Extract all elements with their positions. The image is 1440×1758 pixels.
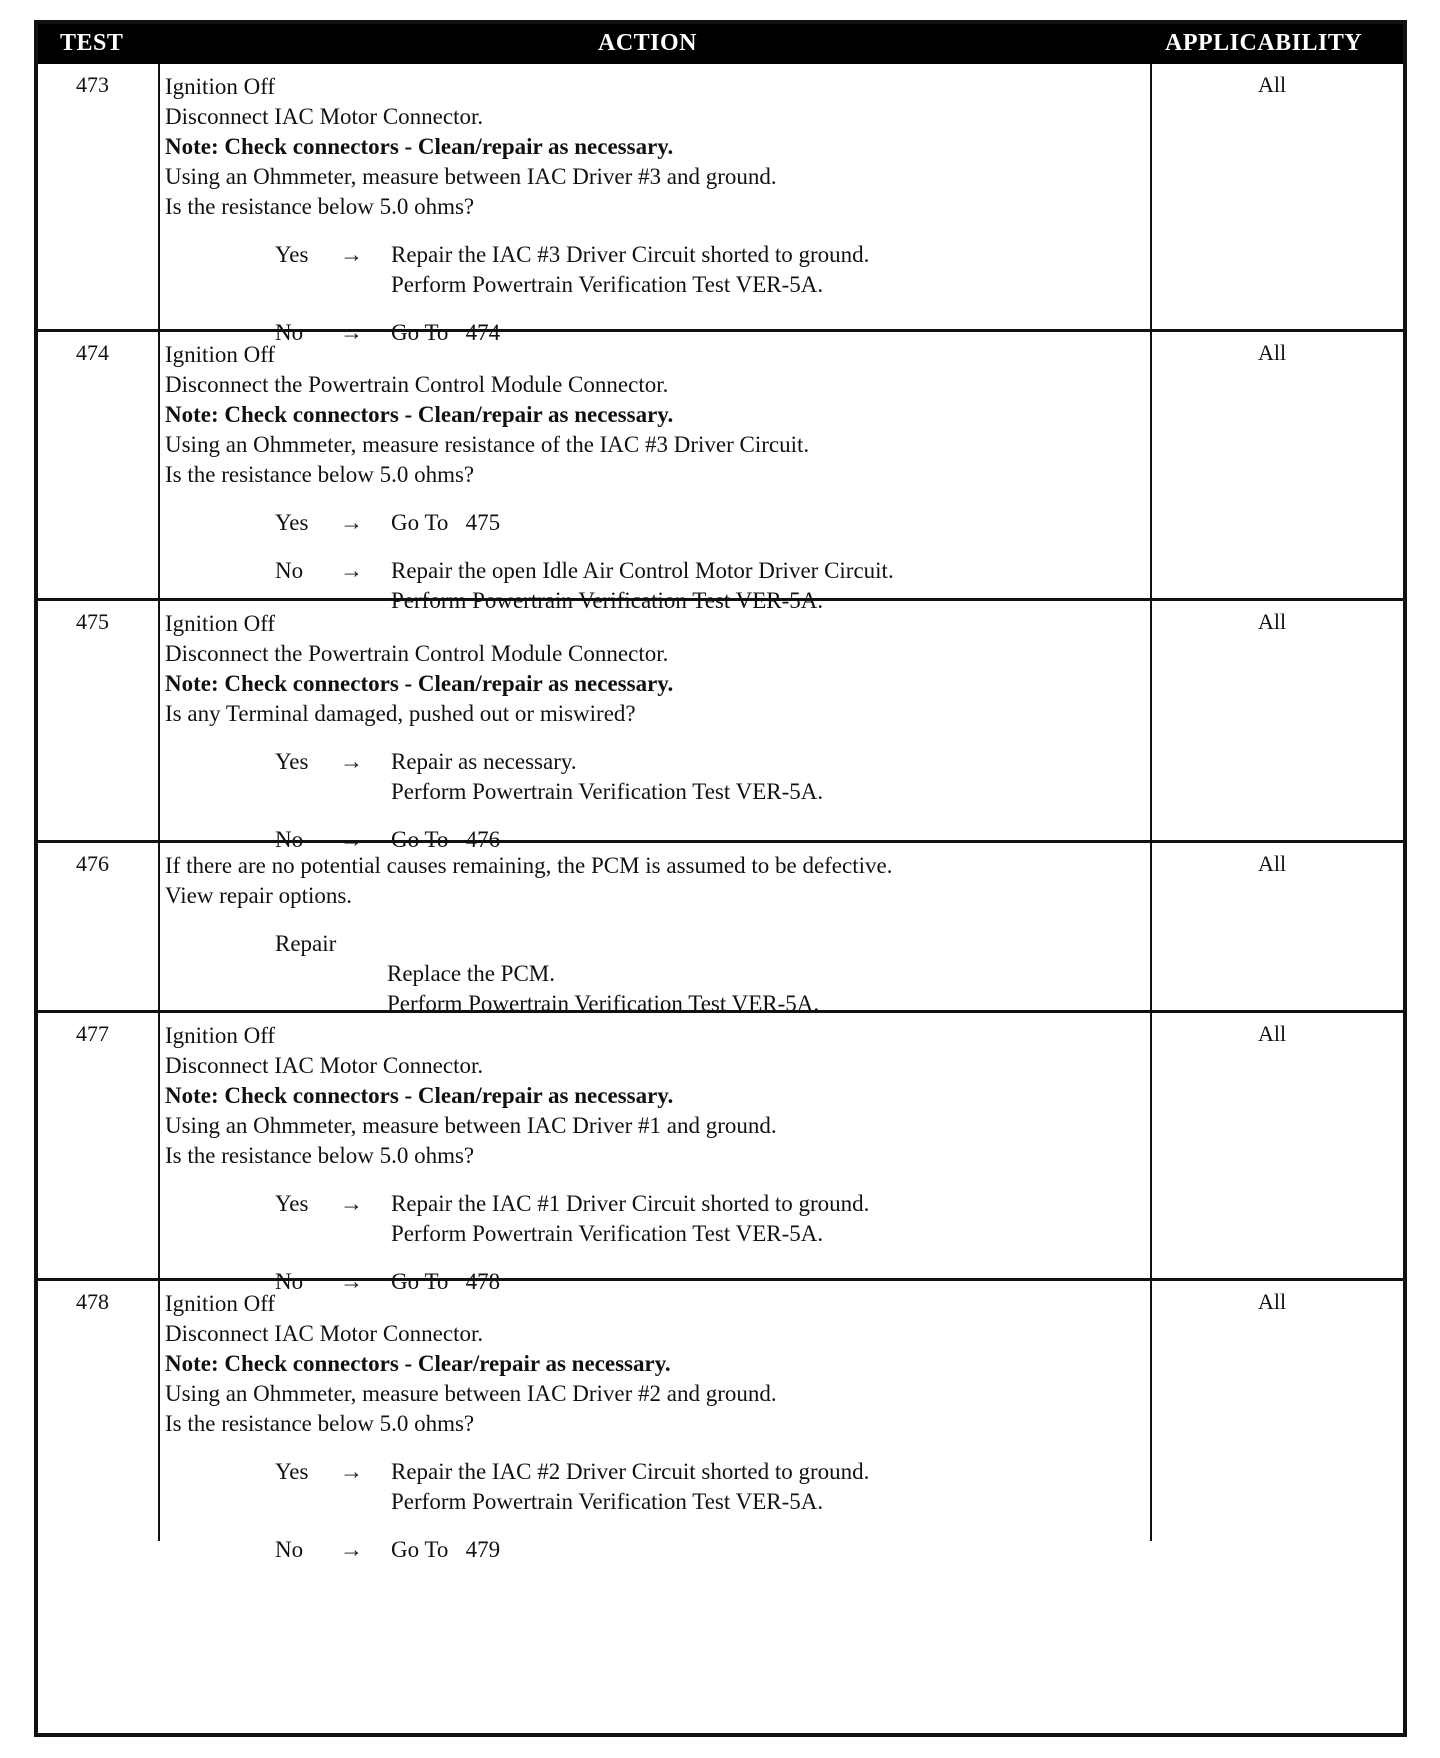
- yes-result: [391, 1189, 1140, 1249]
- arrow-icon: →: [340, 749, 363, 774]
- yes-result: [391, 240, 1140, 300]
- action-line: Disconnect IAC Motor Connector.: [165, 1321, 484, 1346]
- test-number: 477: [76, 1021, 109, 1046]
- applicability-value: All: [1258, 851, 1287, 876]
- yes-branch: [165, 1189, 1140, 1249]
- action-line: Ignition Off: [165, 1291, 276, 1316]
- yes-label: Yes: [275, 1459, 309, 1484]
- note-line: Note: Check connectors - Clear/repair as necessary.: [165, 1351, 671, 1376]
- test-number: 473: [76, 72, 109, 97]
- no-result: [391, 1535, 1140, 1565]
- result-line: Perform Powertrain Verification Test VER-5A.: [391, 779, 824, 804]
- no-branch: [165, 1535, 1140, 1565]
- action-line: Is the resistance below 5.0 ohms?: [165, 462, 475, 487]
- yes-branch: [165, 1457, 1140, 1517]
- yes-label: Yes: [275, 1191, 309, 1216]
- result-line: Repair the IAC #1 Driver Circuit shorted to ground.: [391, 1191, 870, 1216]
- action-line: Using an Ohmmeter, measure resistance of the IAC #3 Driver Circuit.: [165, 432, 810, 457]
- column-divider: [1150, 332, 1152, 598]
- test-number: 475: [76, 609, 109, 634]
- column-divider: [158, 1013, 160, 1278]
- arrow-icon: →: [340, 320, 363, 345]
- table-header: [38, 24, 1403, 64]
- arrow-icon: →: [340, 1537, 363, 1562]
- result-line: Perform Powertrain Verification Test VER-5A.: [391, 272, 824, 297]
- applicability-value: All: [1258, 340, 1287, 365]
- action-line: Using an Ohmmeter, measure between IAC Driver #1 and ground.: [165, 1113, 777, 1138]
- arrow-icon: →: [340, 558, 363, 583]
- result-line: Go To 479: [391, 1537, 501, 1562]
- column-divider: [158, 332, 160, 598]
- action-line: If there are no potential causes remaining, the PCM is assumed to be defective.: [165, 853, 893, 878]
- action-line: Ignition Off: [165, 74, 276, 99]
- action-line: Ignition Off: [165, 1023, 276, 1048]
- action-line: Is the resistance below 5.0 ohms?: [165, 1411, 475, 1436]
- action-line: Disconnect IAC Motor Connector.: [165, 1053, 484, 1078]
- yes-branch: [165, 240, 1140, 300]
- column-divider: [1150, 601, 1152, 840]
- yes-label: Yes: [275, 749, 309, 774]
- action-cell: [165, 72, 1140, 348]
- note-line: Note: Check connectors - Clean/repair as necessary.: [165, 402, 674, 427]
- yes-result: [391, 1457, 1140, 1517]
- column-divider: [158, 601, 160, 840]
- arrow-icon: →: [340, 242, 363, 267]
- result-line: Perform Powertrain Verification Test VER-5A.: [391, 1489, 824, 1514]
- result-line: Repair the IAC #2 Driver Circuit shorted to ground.: [391, 1459, 870, 1484]
- yes-label: Yes: [275, 510, 309, 535]
- yes-label: Yes: [275, 242, 309, 267]
- arrow-icon: →: [340, 1459, 363, 1484]
- result-line: Perform Powertrain Verification Test VER-5A.: [391, 1221, 824, 1246]
- action-line: Disconnect the Powertrain Control Module Connector.: [165, 372, 669, 397]
- result-line: Replace the PCM.: [387, 961, 555, 986]
- column-divider: [158, 64, 160, 329]
- applicability-value: All: [1258, 72, 1287, 97]
- header-applicability: APPLICABILITY: [1165, 30, 1363, 56]
- action-line: Disconnect the Powertrain Control Module Connector.: [165, 641, 669, 666]
- note-line: Note: Check connectors - Clean/repair as necessary.: [165, 134, 674, 159]
- action-line: Using an Ohmmeter, measure between IAC Driver #2 and ground.: [165, 1381, 777, 1406]
- action-line: Is any Terminal damaged, pushed out or miswired?: [165, 701, 636, 726]
- result-line: Go To 478: [391, 1269, 501, 1294]
- no-label: No: [275, 558, 304, 583]
- result-line: Go To 474: [391, 320, 501, 345]
- repair-label: Repair: [275, 931, 337, 956]
- no-label: No: [275, 827, 304, 852]
- action-line: Ignition Off: [165, 342, 276, 367]
- column-divider: [1150, 1013, 1152, 1278]
- arrow-icon: →: [340, 1269, 363, 1294]
- table-body: [38, 64, 1403, 1733]
- arrow-icon: →: [340, 510, 363, 535]
- action-cell: [165, 340, 1140, 616]
- no-label: No: [275, 320, 304, 345]
- action-cell: [165, 1021, 1140, 1297]
- applicability-value: All: [1258, 1021, 1287, 1046]
- action-line: Disconnect IAC Motor Connector.: [165, 104, 484, 129]
- action-cell: [165, 1289, 1140, 1565]
- repair-result: [387, 959, 1140, 1019]
- result-line: Repair as necessary.: [391, 749, 577, 774]
- test-number: 476: [76, 851, 109, 876]
- action-line: Is the resistance below 5.0 ohms?: [165, 194, 475, 219]
- column-divider: [158, 1281, 160, 1541]
- action-line: Is the resistance below 5.0 ohms?: [165, 1143, 475, 1168]
- table-row: [38, 601, 1403, 852]
- result-line: Repair the IAC #3 Driver Circuit shorted to ground.: [391, 242, 870, 267]
- result-line: Go To 476: [391, 827, 501, 852]
- column-divider: [1150, 1281, 1152, 1541]
- test-number: 478: [76, 1289, 109, 1314]
- column-divider: [158, 843, 160, 1010]
- yes-branch: [165, 747, 1140, 807]
- column-divider: [1150, 843, 1152, 1010]
- yes-result: [391, 508, 1140, 538]
- column-divider: [1150, 64, 1152, 329]
- applicability-value: All: [1258, 1289, 1287, 1314]
- table-row: [38, 64, 1403, 345]
- header-action: ACTION: [598, 30, 698, 56]
- table-row: [38, 1281, 1403, 1562]
- no-label: No: [275, 1269, 304, 1294]
- yes-result: [391, 747, 1140, 807]
- action-line: View repair options.: [165, 883, 353, 908]
- arrow-icon: →: [340, 827, 363, 852]
- test-number: 474: [76, 340, 109, 365]
- action-line: Using an Ohmmeter, measure between IAC Driver #3 and ground.: [165, 164, 777, 189]
- action-line: Ignition Off: [165, 611, 276, 636]
- arrow-icon: →: [340, 1191, 363, 1216]
- table-row: [38, 332, 1403, 613]
- action-cell: [165, 851, 1140, 1019]
- yes-branch: [165, 508, 1140, 538]
- note-line: Note: Check connectors - Clean/repair as necessary.: [165, 671, 674, 696]
- result-line: Repair the open Idle Air Control Motor Driver Circuit.: [391, 558, 894, 583]
- no-label: No: [275, 1537, 304, 1562]
- result-line: Perform Powertrain Verification Test VER-5A.: [387, 991, 820, 1016]
- table-row: [38, 843, 1403, 1016]
- applicability-value: All: [1258, 609, 1287, 634]
- action-cell: [165, 609, 1140, 855]
- table-row: [38, 1013, 1403, 1294]
- result-line: Go To 475: [391, 510, 501, 535]
- note-line: Note: Check connectors - Clean/repair as necessary.: [165, 1083, 674, 1108]
- result-line: Perform Powertrain Verification Test VER-5A.: [391, 588, 824, 613]
- diagnostic-table: [34, 20, 1407, 1737]
- header-test: TEST: [60, 30, 124, 56]
